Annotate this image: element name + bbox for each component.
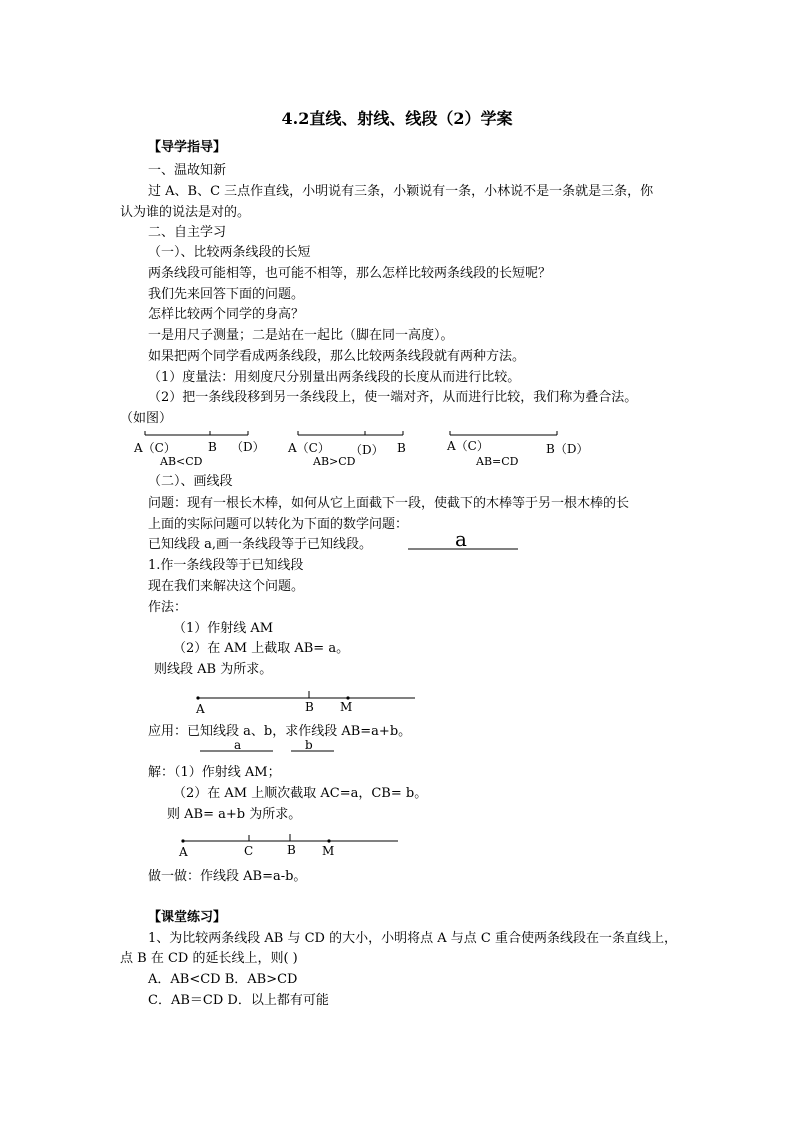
point-m-label: M (340, 700, 353, 714)
fig1-mid-label: B (208, 440, 217, 454)
question-1: 1、为比较两条线段 AB 与 CD 的大小，小明将点 A 与点 C 重合使两条线段在一条直线上， (148, 931, 677, 946)
solve-step: 解：（1）作射线 AM； (148, 765, 281, 780)
question-1-options: C．AB＝CD D．以上都有可能 (148, 993, 329, 1008)
solve-step: （2）在 AM 上顺次截取 AC=a，CB= b。 (173, 786, 428, 801)
point-a2-label: A (179, 845, 188, 859)
point-b2-label: B (287, 843, 296, 857)
fig1-right-label: （D） (231, 440, 265, 454)
point-b-label: B (305, 700, 314, 714)
segment-a-small-label: a (234, 738, 242, 752)
method-label: 作法： (148, 600, 188, 615)
sub1-text: 两条线段可能相等，也可能不相等，那么怎样比较两条线段的长短呢？ (148, 266, 552, 281)
sub2-text: 问题：现有一根长木棒，如何从它上面截下一段，使截下的木棒等于另一根木棒的长 (148, 496, 630, 511)
ray-am-figure (190, 686, 430, 718)
fig1-left-label: A（C） (134, 441, 176, 455)
fig3-left-label: A（C） (447, 439, 489, 453)
sub2-heading: （二）、画线段 (148, 474, 233, 489)
method-result: 则线段 AB 为所求。 (154, 662, 273, 677)
practice-heading: 【课堂练习】 (148, 910, 227, 925)
try-text: 做一做：作线段 AB=a-b。 (148, 869, 307, 884)
sub2-text: 现在我们来解决这个问题。 (148, 579, 305, 594)
part1-text-cont: 认为谁的说法是对的。 (120, 205, 251, 220)
sub1-heading: （一）、比较两条线段的长短 (148, 245, 311, 260)
fig1-caption: AB<CD (160, 455, 203, 468)
apply-text: 应用：已知线段 a、b，求作线段 AB=a+b。 (148, 724, 412, 739)
sub1-text: 我们先来回答下面的问题。 (148, 287, 305, 302)
fig2-mid-label: （D） (350, 443, 384, 457)
fig2-right-label: B (397, 441, 406, 455)
method-step: （1）作射线 AM (173, 621, 274, 636)
sub2-text: 上面的实际问题可以转化为下面的数学问题： (148, 517, 409, 532)
method-step: （2）在 AM 上截取 AB= a。 (173, 641, 350, 656)
sub2-item1: 1.作一条线段等于已知线段 (148, 558, 304, 573)
sub2-text: 已知线段 a,画一条线段等于已知线段。 (148, 537, 373, 552)
method-measure: （1）度量法：用刻度尺分别量出两条线段的长度从而进行比较。 (148, 370, 521, 385)
guide-heading: 【导学指导】 (148, 140, 227, 155)
part1-text: 过 A、B、C 三点作直线，小明说有三条，小颖说有一条，小林说不是一条就是三条，你 (148, 184, 654, 199)
given-segment-a (405, 526, 525, 554)
fig3-caption: AB=CD (476, 455, 519, 468)
part2-heading: 二、自主学习 (148, 225, 227, 240)
given-segments-ab (195, 737, 345, 755)
segment-a-label: a (455, 527, 467, 551)
fig2-caption: AB>CD (313, 455, 356, 468)
question-1-cont: 点 B 在 CD 的延长线上，则( ) (120, 951, 298, 966)
point-c-label: C (244, 844, 254, 858)
point-m2-label: M (322, 844, 335, 858)
segment-b-label: b (305, 738, 313, 752)
ray-acbm-figure (175, 830, 410, 862)
fig3-right-label: B（D） (546, 442, 589, 456)
point-a-label: A (196, 702, 205, 716)
sub1-text: 一是用尺子测量；二是站在一起比（脚在同一高度）。 (148, 328, 454, 343)
method-overlap: （2）把一条线段移到另一条线段上，使一端对齐，从而进行比较，我们称为叠合法。 (148, 390, 638, 405)
fig2-left-label: A（C） (288, 441, 330, 455)
page-title: 4.2直线、射线、线段（2）学案 (281, 109, 513, 128)
compare-figure (120, 426, 600, 472)
sub1-text: 怎样比较两个同学的身高？ (148, 307, 305, 322)
sub1-text: 如果把两个同学看成两条线段，那么比较两条线段就有两种方法。 (148, 349, 526, 364)
solve-result: 则 AB= a+b 为所求。 (167, 807, 302, 822)
question-1-options: A．AB<CD B．AB>CD (148, 972, 298, 987)
figure-note: （如图） (120, 411, 173, 426)
part1-heading: 一、温故知新 (148, 163, 227, 178)
